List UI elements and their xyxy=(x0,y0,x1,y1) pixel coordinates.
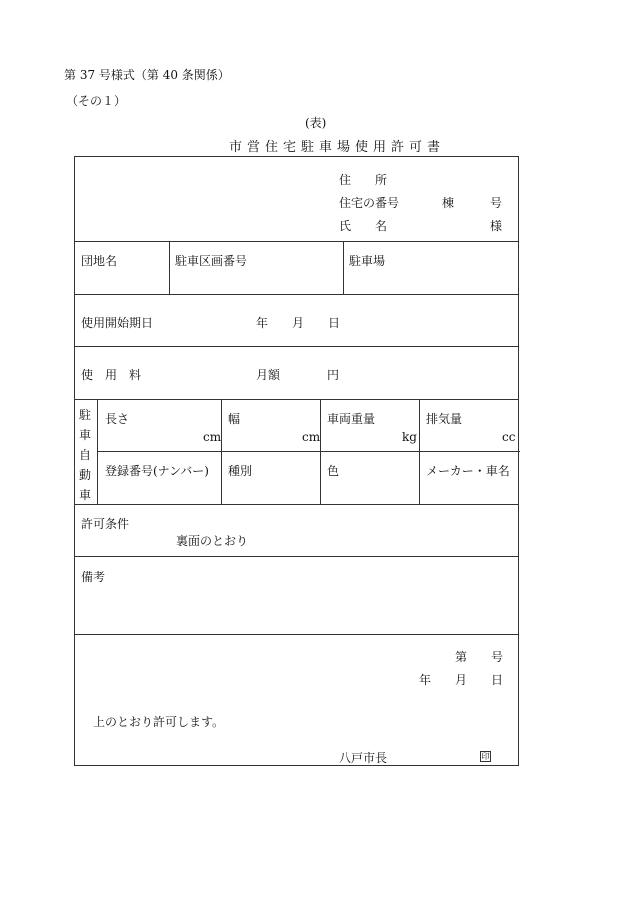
vehicle-type-label: 種別 xyxy=(228,464,253,478)
issue-go: 号 xyxy=(491,650,504,664)
displacement-label: 排気量 xyxy=(426,412,463,426)
maker-label: メーカー・車名 xyxy=(426,464,510,478)
width-unit: cm xyxy=(302,430,321,444)
side-label: (表) xyxy=(305,116,327,130)
plate-number-label: 登録番号(ナンバー) xyxy=(105,464,209,478)
start-day: 日 xyxy=(328,316,341,330)
weight-label: 車両重量 xyxy=(327,412,376,426)
approval-statement: 上のとおり許可します。 xyxy=(93,715,225,729)
monthly-label: 月額 xyxy=(256,368,281,382)
start-date-label: 使用開始期日 xyxy=(81,316,154,330)
form-number: 第 37 号様式（第 40 条関係） xyxy=(64,68,230,82)
conditions-label: 許可条件 xyxy=(81,517,130,531)
length-unit: cm xyxy=(203,430,222,444)
complex-name-label: 団地名 xyxy=(81,254,118,268)
issue-dai: 第 xyxy=(455,650,468,664)
yen-label: 円 xyxy=(327,368,340,382)
start-year: 年 xyxy=(256,316,269,330)
start-month: 月 xyxy=(292,316,305,330)
housing-number-label: 住宅の番号 xyxy=(339,196,400,210)
fee-label: 使 用 料 xyxy=(81,368,142,382)
document-title: 市営住宅駐車場使用許可書 xyxy=(229,140,446,155)
conditions-value: 裏面のとおり xyxy=(176,534,249,548)
parking-label: 駐車場 xyxy=(349,254,386,268)
vehicle-section-label: 駐車自動車 xyxy=(78,408,91,502)
issue-year: 年 xyxy=(419,673,432,687)
issue-day: 日 xyxy=(491,673,504,687)
lot-number-label: 駐車区画番号 xyxy=(175,254,248,268)
permit-form xyxy=(74,156,519,766)
width-label: 幅 xyxy=(228,412,241,426)
length-label: 長さ xyxy=(105,412,130,426)
issue-month: 月 xyxy=(455,673,468,687)
weight-unit: kg xyxy=(402,430,417,444)
form-part: （その１） xyxy=(66,94,127,108)
seal-mark: 印 xyxy=(481,752,490,761)
building-label: 棟 xyxy=(442,196,455,210)
name-label: 氏 名 xyxy=(339,219,388,233)
mayor-label: 八戸市長 xyxy=(339,751,388,765)
number-label: 号 xyxy=(490,196,503,210)
displacement-unit: cc xyxy=(502,430,516,444)
remarks-label: 備考 xyxy=(81,570,106,584)
honorific: 様 xyxy=(490,219,503,233)
address-label: 住 所 xyxy=(339,173,388,187)
color-label: 色 xyxy=(327,464,340,478)
